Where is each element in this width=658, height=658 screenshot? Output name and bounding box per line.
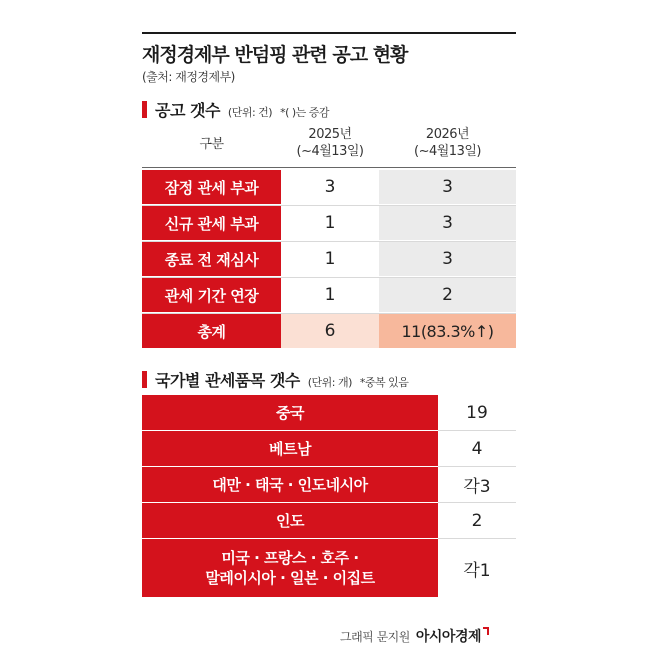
row-label: 신규 관세 부과	[142, 206, 281, 240]
row-label: 종료 전 재심사	[142, 242, 281, 276]
cell-2026: 3	[379, 242, 516, 276]
country-label-line: 말레이시아 · 일본 · 이집트	[205, 569, 375, 587]
brand-name: 아시아경제	[415, 629, 481, 645]
country-label	[142, 431, 438, 466]
country-label	[142, 467, 438, 502]
column-header-2025-range: (~4월13일)	[296, 144, 364, 159]
section-marker	[142, 371, 147, 388]
total-label: 총계	[142, 314, 281, 348]
total-2025: 6	[281, 314, 379, 348]
country-label-line: 미국 · 프랑스 · 호주 ·	[221, 549, 359, 567]
row-label: 관세 기간 연장	[142, 278, 281, 312]
section-unit: (단위: 개)	[307, 376, 352, 389]
table-row	[142, 170, 516, 204]
table-row	[142, 278, 516, 312]
section-unit: (단위: 건)	[227, 106, 273, 119]
column-header-2025-year: 2025년	[308, 127, 352, 142]
country-label-line: 베트남	[269, 439, 311, 458]
source-note: (출처: 재정경제부)	[142, 70, 235, 84]
section-announcements-header	[142, 98, 329, 121]
country-label-line: 중국	[276, 403, 304, 422]
country-row	[142, 431, 516, 466]
top-rule	[142, 32, 516, 34]
total-2026: 11(83.3%↑)	[379, 314, 516, 348]
section-title: 국가별 관세품목 갯수	[155, 371, 300, 390]
cell-2025: 1	[324, 213, 336, 233]
cell-2026: 2	[379, 278, 516, 312]
country-row	[142, 539, 516, 597]
column-header-2026	[379, 126, 516, 160]
column-header-2025	[281, 126, 379, 160]
country-label-line: 인도	[276, 511, 304, 530]
country-label	[142, 395, 438, 430]
footer	[340, 626, 489, 646]
country-value: 19	[466, 402, 488, 423]
country-label	[142, 503, 438, 538]
section-title: 공고 갯수	[155, 101, 220, 120]
country-value: 각3	[463, 477, 491, 497]
cell-2025: 1	[324, 285, 336, 305]
graphic-credit: 그래픽 문지원	[340, 630, 410, 644]
section-note: *중복 있음	[359, 376, 409, 389]
country-value: 2	[471, 510, 483, 531]
column-header-2026-year: 2026년	[425, 127, 470, 142]
section-countries-header	[142, 368, 408, 391]
table-row	[142, 206, 516, 240]
country-label-line: 대만 · 태국 · 인도네시아	[212, 475, 368, 494]
section-marker	[142, 101, 147, 118]
page-title: 재정경제부 반덤핑 관련 공고 현황	[142, 44, 408, 66]
header-rule	[142, 167, 516, 168]
country-row	[142, 467, 516, 502]
country-value: 4	[471, 438, 483, 459]
column-header-label: 구분	[199, 137, 224, 152]
row-label: 잠정 관세 부과	[142, 170, 281, 204]
country-label	[142, 539, 438, 597]
total-row	[142, 314, 516, 348]
cell-2025: 1	[324, 249, 336, 269]
country-value: 각1	[463, 560, 491, 581]
cell-2026: 3	[379, 206, 516, 240]
brand-mark-icon	[483, 627, 489, 635]
section-note: *( )는 증감	[280, 106, 330, 119]
country-row	[142, 395, 516, 430]
cell-2025: 3	[324, 177, 336, 197]
country-row	[142, 503, 516, 538]
column-header-2026-range: (~4월13일)	[414, 144, 481, 159]
table-row	[142, 242, 516, 276]
cell-2026: 3	[379, 170, 516, 204]
